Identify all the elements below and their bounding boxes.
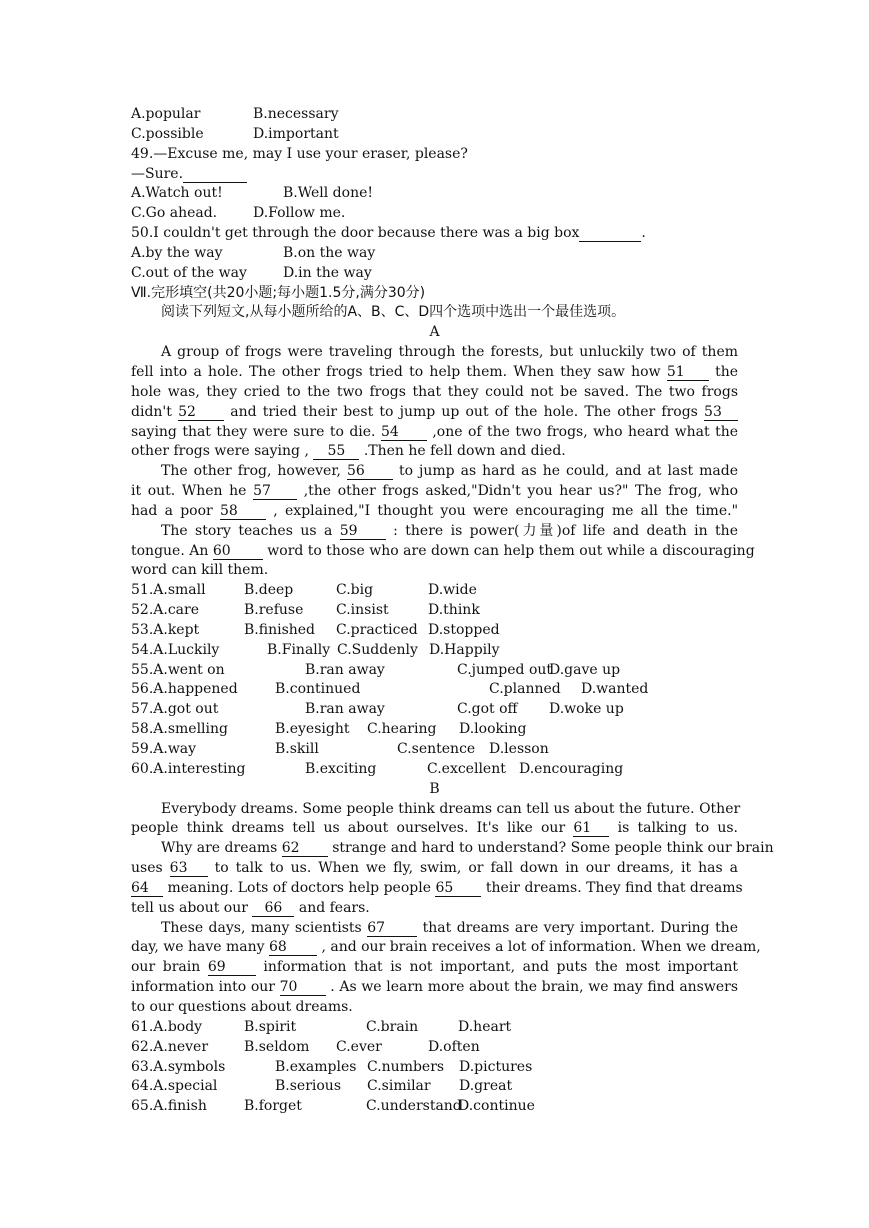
passage-text: their dreams. They find that dreams (485, 879, 743, 896)
q50-options-row-1 (131, 244, 738, 264)
q48-option-a: A.popular (131, 106, 201, 122)
question-option: B.serious (275, 1078, 342, 1095)
blank-51: 51 (667, 365, 709, 381)
question-option: D.gave up (549, 661, 621, 678)
passage-text: hole was, they cried to the two frogs that they could not be saved. The two frogs (131, 383, 738, 400)
passage-text: The other frog, however, (161, 463, 341, 480)
question-option: 54.A.Luckily (131, 641, 220, 658)
question-option: B.eyesight (275, 721, 350, 738)
question-option: D.lesson (489, 741, 549, 757)
question-option: C.jumped out (457, 661, 553, 678)
question-row (131, 1097, 738, 1117)
passage-a-line (131, 343, 738, 363)
q50-answer-blank (579, 226, 641, 242)
blank-64: 64 (131, 881, 163, 897)
passage-b-line (131, 819, 738, 839)
passage-b-line (131, 859, 738, 879)
question-option: D.wide (428, 582, 477, 599)
blank-69: 69 (208, 960, 256, 976)
q49-options-row-1 (131, 184, 738, 204)
blank-57: 57 (253, 484, 297, 500)
question-option: B.finished (244, 621, 316, 638)
question-row (131, 700, 738, 720)
question-row (131, 581, 738, 601)
question-option: C.practiced (336, 621, 418, 638)
passage-b-label: B (429, 780, 440, 797)
blank-70: 70 (280, 980, 326, 996)
question-option: C.numbers (367, 1058, 445, 1075)
question-option: C.Suddenly (337, 641, 418, 658)
blank-56: 56 (347, 464, 393, 480)
question-option: 58.A.smelling (131, 721, 228, 738)
passage-b-line (131, 938, 761, 958)
question-option: B.exciting (305, 760, 377, 777)
passage-a-line (131, 403, 738, 423)
question-option: D.woke up (549, 701, 624, 718)
q50-option-d: D.in the way (283, 264, 372, 281)
question-row (131, 641, 738, 661)
q48-option-b: B.necessary (253, 106, 339, 122)
question-option: C.brain (366, 1018, 419, 1035)
question-row (131, 1018, 738, 1038)
question-option: 60.A.interesting (131, 760, 246, 777)
passage-text: other frogs were saying , (131, 443, 309, 460)
passage-a-line (131, 383, 738, 403)
passage-text: word to those who are down can help them out while a discouraging (267, 542, 755, 559)
q49-reply-text: —Sure. (131, 165, 184, 182)
question-option: C.hearing (367, 721, 437, 738)
question-option: D.often (428, 1038, 480, 1055)
question-option: 61.A.body (131, 1018, 203, 1035)
blank-60: 60 (213, 544, 263, 560)
passage-text: A group of frogs were traveling through the forests, but unluckily two of them (161, 344, 738, 361)
question-option: D.pictures (459, 1058, 533, 1075)
passage-text: information into our (131, 979, 275, 996)
question-option: D.great (459, 1078, 513, 1095)
passage-text: , and our brain receives a lot of information. When we dream, (321, 939, 761, 956)
blank-59: 59 (340, 524, 386, 540)
question-option: 52.A.care (131, 602, 199, 619)
question-row (131, 680, 738, 700)
question-option: 51.A.small (131, 582, 206, 599)
passage-text: didn't (131, 403, 172, 420)
question-option: 57.A.got out (131, 701, 219, 718)
blank-65: 65 (435, 881, 481, 897)
passage-text: Everybody dreams. Some people think dreams can tell us about the future. Other (161, 800, 741, 817)
passage-text: tongue. An (131, 542, 209, 559)
question-option: C.understand (366, 1098, 462, 1115)
passage-a-line (131, 482, 738, 502)
question-row (131, 1058, 738, 1078)
passage-text: and tried their best to jump up out of the hole. The other frogs (230, 403, 698, 420)
q48-option-c: C.possible (131, 125, 204, 142)
question-option: 65.A.finish (131, 1098, 207, 1115)
passage-text: tell us about our (131, 899, 248, 916)
q49-reply (131, 165, 738, 185)
passage-b-line (131, 998, 738, 1018)
question-option: 59.A.way (131, 741, 197, 757)
passage-b (131, 800, 774, 1018)
passage-text: The story teaches us a (161, 522, 333, 539)
q49-answer-blank (183, 167, 247, 183)
section-7-heading: Ⅶ.完形填空(共20小题;每小题1.5分,满分30分) (131, 284, 426, 301)
question-option: C.planned (489, 681, 561, 698)
q49-option-c: C.Go ahead. (131, 205, 218, 222)
blank-55: 55 (313, 444, 359, 460)
q48-option-d: D.important (253, 125, 339, 142)
question-option: D.continue (458, 1098, 535, 1115)
question-option: B.ran away (305, 661, 385, 678)
passage-text: . As we learn more about the brain, we may find answers (330, 979, 739, 996)
passage-a-label: A (429, 324, 440, 341)
passage-text: people think dreams tell us about ourselves. It's like our (131, 820, 566, 837)
question-option: C.insist (336, 602, 389, 619)
question-option: 53.A.kept (131, 621, 200, 638)
passage-text: that dreams are very important. During the (422, 919, 739, 936)
question-option: D.think (428, 602, 480, 619)
passage-text: .Then he fell down and died. (363, 443, 566, 460)
passage-text: our brain (131, 959, 201, 976)
question-option: B.deep (244, 582, 294, 599)
question-row (131, 720, 738, 740)
passage-a-line (131, 542, 755, 562)
question-row (131, 621, 738, 641)
question-option: 64.A.special (131, 1078, 218, 1095)
question-option: C.sentence (397, 741, 476, 757)
blank-52: 52 (178, 405, 224, 421)
question-row (131, 740, 738, 760)
q49-options-row-2 (131, 204, 738, 224)
passage-text: had a poor (131, 502, 213, 519)
passage-text: is talking to us. (617, 820, 739, 837)
q49-option-d: D.Follow me. (253, 205, 346, 222)
passage-a-line (131, 502, 738, 522)
passage-text: strange and hard to understand? Some people think our brain (332, 840, 774, 857)
question-option: B.forget (244, 1098, 302, 1115)
question-row (131, 760, 738, 780)
q50-options-row-2 (131, 264, 738, 284)
question-option: C.excellent (427, 760, 506, 777)
question-row (131, 1038, 738, 1058)
passage-b-line (131, 879, 743, 899)
question-option: D.encouraging (519, 760, 624, 777)
question-option: C.similar (367, 1078, 431, 1095)
question-option: D.looking (459, 721, 527, 738)
blank-62: 62 (282, 841, 328, 857)
question-option: D.heart (458, 1018, 512, 1035)
passage-b-line (131, 800, 741, 820)
blank-63: 63 (170, 861, 208, 877)
exam-page (131, 105, 774, 1117)
passage-a-line (131, 363, 738, 383)
question-option: B.examples (275, 1058, 357, 1075)
passage-text: saying that they were sure to die. (131, 423, 376, 440)
q49-option-a: A.Watch out! (131, 185, 223, 202)
question-option: B.Finally (267, 641, 331, 658)
question-option: D.stopped (428, 621, 500, 638)
question-option: D.wanted (581, 681, 649, 698)
q50-option-c: C.out of the way (131, 264, 247, 281)
q49-option-b: B.Well done! (283, 185, 373, 202)
passage-a (131, 343, 755, 581)
passage-text: ,the other frogs asked,"Didn't you hear us?" The frog, who (303, 483, 739, 500)
question-option: B.spirit (244, 1018, 297, 1035)
passage-a-line (131, 462, 738, 482)
q50-option-a: A.by the way (131, 244, 223, 261)
blank-53: 53 (704, 405, 738, 421)
passage-text: : there is power(力量)of life and death in the (393, 522, 738, 539)
question-option: C.got off (457, 701, 518, 718)
question-option: B.seldom (244, 1038, 310, 1055)
passage-text: uses (131, 860, 163, 877)
passage-b-line (131, 978, 738, 998)
q50-stem-end: . (641, 225, 646, 242)
passage-text: and fears. (298, 899, 370, 916)
passage-text: the (715, 363, 738, 380)
blank-66: 66 (252, 901, 294, 917)
question-option: 56.A.happened (131, 681, 238, 698)
section-7-instruction: 阅读下列短文,从每小题所给的A、B、C、D四个选项中选出一个最佳选项。 (161, 304, 626, 321)
question-option: 62.A.never (131, 1038, 209, 1055)
passage-text: to jump as hard as he could, and at last made (398, 463, 739, 480)
passage-text: information that is not important, and puts the most important (263, 959, 738, 976)
passage-text: day, we have many (131, 939, 265, 956)
passage-b-questions (131, 1018, 738, 1117)
passage-text: meaning. Lots of doctors help people (167, 879, 431, 896)
passage-text: , explained,"I thought you were encouraging me all the time." (273, 502, 739, 519)
passage-a-line (131, 423, 738, 443)
question-option: B.refuse (244, 602, 304, 619)
blank-67: 67 (367, 921, 417, 937)
passage-b-line (131, 899, 738, 919)
passage-a-questions (131, 581, 738, 779)
question-option: C.big (336, 582, 374, 599)
question-option: 63.A.symbols (131, 1058, 226, 1075)
passage-a-line (131, 561, 738, 581)
question-row (131, 661, 738, 681)
q50-stem (131, 224, 738, 244)
passage-text: it out. When he (131, 483, 247, 500)
passage-text: These days, many scientists (161, 919, 362, 936)
question-option: B.continued (275, 681, 361, 698)
blank-54: 54 (381, 425, 427, 441)
passage-text: ,one of the two frogs, who heard what the (432, 423, 738, 440)
passage-text: Why are dreams (161, 840, 278, 857)
blank-61: 61 (573, 821, 609, 837)
q50-option-b: B.on the way (283, 244, 376, 261)
q48-options-row-1 (131, 105, 738, 125)
q48-options-row-2 (131, 125, 738, 145)
question-row (131, 1077, 738, 1097)
passage-b-line (131, 919, 738, 939)
question-option: C.ever (336, 1038, 382, 1055)
passage-b-line (131, 958, 738, 978)
passage-text: fell into a hole. The other frogs tried to help them. When they saw how (131, 363, 661, 380)
blank-68: 68 (269, 940, 317, 956)
q50-stem-text: 50.I couldn't get through the door because there was a big box (131, 225, 580, 242)
passage-b-line (131, 839, 774, 859)
passage-text: word can kill them. (131, 562, 269, 579)
passage-text: to our questions about dreams. (131, 998, 353, 1015)
q49-stem: 49.—Excuse me, may I use your eraser, please? (131, 145, 468, 162)
question-option: B.ran away (305, 701, 385, 718)
passage-a-line (131, 442, 738, 462)
passage-text: to talk to us. When we fly, swim, or fall down in our dreams, it has a (214, 860, 739, 877)
question-option: 55.A.went on (131, 661, 225, 678)
question-option: D.Happily (429, 641, 500, 658)
question-row (131, 601, 738, 621)
blank-58: 58 (220, 504, 266, 520)
question-option: B.skill (275, 741, 319, 757)
passage-a-line (131, 522, 738, 542)
